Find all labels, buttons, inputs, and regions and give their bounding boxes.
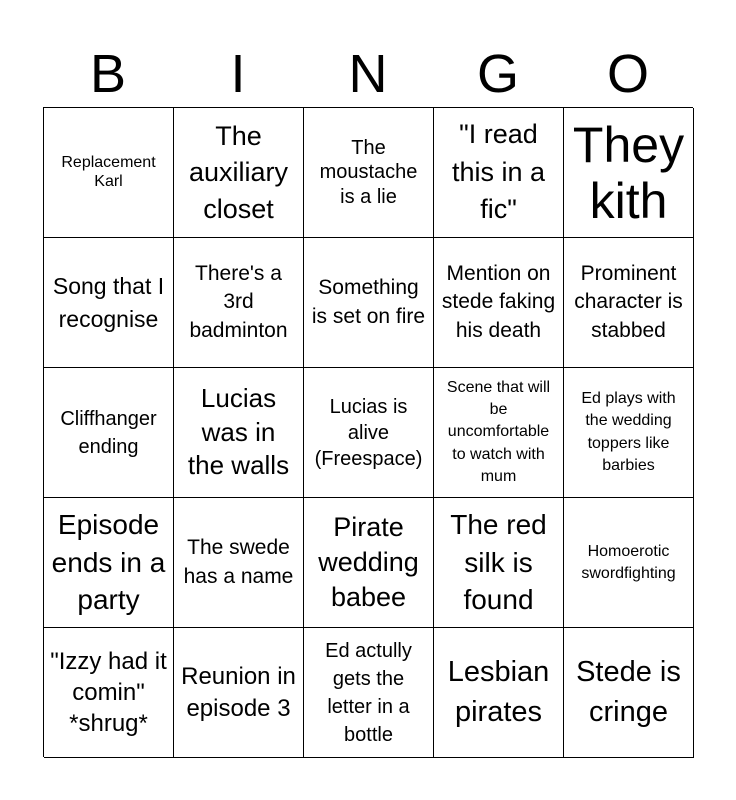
bingo-header: [43, 40, 693, 108]
header-letter-o: O: [606, 44, 649, 104]
bingo-cell[interactable]: The swede has a name: [174, 498, 304, 628]
bingo-cell[interactable]: Prominent character is stabbed: [564, 238, 694, 368]
header-letter-n: N: [348, 44, 388, 104]
bingo-grid: [43, 107, 693, 757]
bingo-cell[interactable]: Reunion in episode 3: [174, 628, 304, 758]
bingo-cell[interactable]: The auxiliary closet: [174, 108, 304, 238]
bingo-cell[interactable]: The moustache is a lie: [304, 108, 434, 238]
header-letter-b: B: [89, 44, 127, 104]
bingo-cell[interactable]: Lucias is alive (Freespace): [304, 368, 434, 498]
bingo-cell[interactable]: Stede is cringe: [564, 628, 694, 758]
bingo-cell[interactable]: Something is set on fire: [304, 238, 434, 368]
bingo-cell[interactable]: Homoerotic swordfighting: [564, 498, 694, 628]
header-letter-i: I: [230, 44, 246, 104]
bingo-cell[interactable]: Scene that will be uncomfortable to watch with mum: [434, 368, 564, 498]
bingo-cell[interactable]: Lucias was in the walls: [174, 368, 304, 498]
bingo-cell[interactable]: Ed plays with the wedding toppers like barbies: [564, 368, 694, 498]
bingo-cell[interactable]: Ed actully gets the letter in a bottle: [304, 628, 434, 758]
bingo-cell[interactable]: Pirate wedding babee: [304, 498, 434, 628]
header-letter-g: G: [476, 44, 519, 104]
bingo-cell[interactable]: Lesbian pirates: [434, 628, 564, 758]
bingo-cell[interactable]: Episode ends in a party: [44, 498, 174, 628]
bingo-cell[interactable]: The red silk is found: [434, 498, 564, 628]
bingo-cell[interactable]: Cliffhanger ending: [44, 368, 174, 498]
bingo-cell[interactable]: They kith: [564, 108, 694, 238]
bingo-cell[interactable]: There's a 3rd badminton: [174, 238, 304, 368]
bingo-cell[interactable]: "I read this in a fic": [434, 108, 564, 238]
bingo-cell[interactable]: Song that I recognise: [44, 238, 174, 368]
bingo-cell[interactable]: "Izzy had it comin" *shrug*: [44, 628, 174, 758]
bingo-cell[interactable]: Replacement Karl: [44, 108, 174, 238]
bingo-cell[interactable]: Mention on stede faking his death: [434, 238, 564, 368]
